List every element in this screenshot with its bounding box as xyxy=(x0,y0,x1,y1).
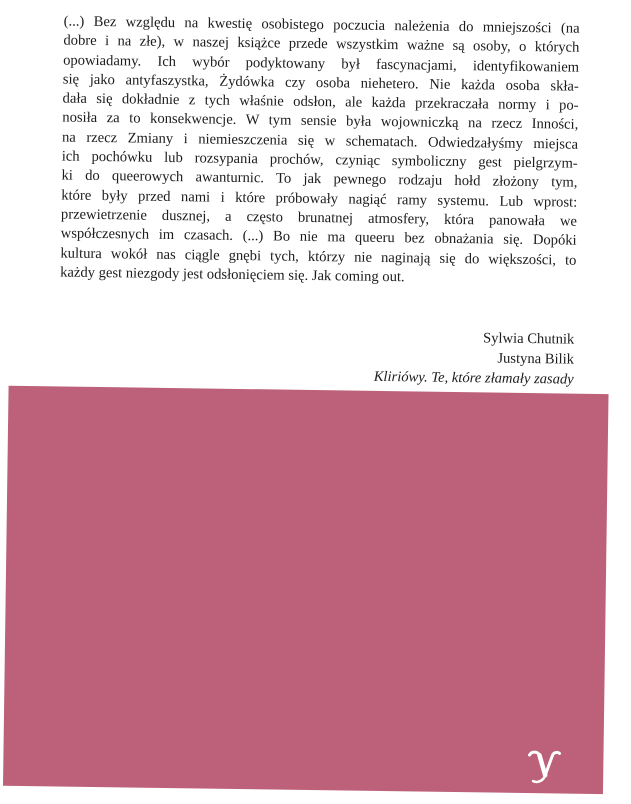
author-name: Justyna Bilik xyxy=(497,350,575,368)
quote-line: współczesnych im czasach. (...) Bo nie ma queeru bez obnażania się. Dopóki xyxy=(60,225,577,249)
quote-line-last: każdy gest niezgody jest odsłonięciem się. Jak coming out. xyxy=(60,264,405,286)
quote-paragraph xyxy=(60,12,580,289)
quote-line: przewietrzenie dusznej, a często brunatnej atmosfery, która panowała we xyxy=(60,206,578,230)
author-name: Sylwia Chutnik xyxy=(482,330,575,348)
quote-line: się jako antyfaszystka, Żydówka czy osoba niehetero. Nie każda osoba skła- xyxy=(62,71,579,95)
quote-line: opowiadamy. Ich wybór podyktowany był fascynacjami, identyfikowaniem xyxy=(63,52,580,76)
quote-line: ki do queerowych awanturnic. To jak pewnego rodzaju hołd złożony tym, xyxy=(61,167,578,192)
quote-line: nosiła za to konsekwencje. W tym sensie była wojowniczką na rzecz Inności, xyxy=(62,109,579,134)
quote-line: które były przed nami i które próbowały nagiąć ramy systemu. Lub wprost: xyxy=(61,187,578,211)
quote-line: dała się dokładnie z tych właśnie odsłon, ale każda przekraczała normy i po- xyxy=(62,90,579,114)
quote-line: dobre i na złe), w naszej książce przede wszystkim ważne są osoby, o których xyxy=(63,32,580,56)
quote-line: ich pochówku lub rozsypania prochów, czyniąc symboliczny gest pielgrzym- xyxy=(61,148,578,172)
book-title: Kliriówy. Te, które złamały zasady xyxy=(373,368,574,388)
quote-line: (...) Bez względu na kwestię osobistego poczucia należenia do mniejszości (na xyxy=(63,13,580,37)
color-panel xyxy=(3,386,609,794)
quote-line: na rzecz Zmiany i niemieszczenia się w schematach. Odwiedzałyśmy miejsca xyxy=(61,129,579,153)
publisher-v-logo-icon xyxy=(523,745,564,790)
signature-block xyxy=(374,327,575,390)
quote-line: kultura wokół nas ciągle gnębi tych, którzy nie naginają się do większości, to xyxy=(60,245,577,269)
